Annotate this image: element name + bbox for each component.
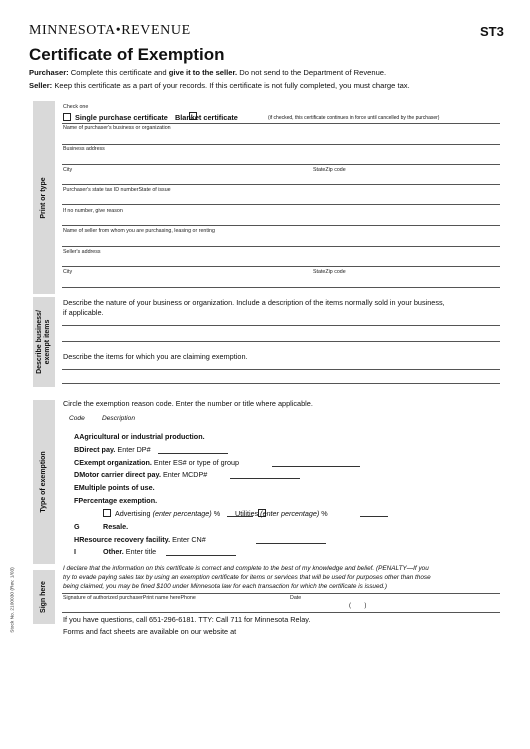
reason-h-label: HResource recovery facility. xyxy=(74,535,171,544)
blanket-label: Blanket certificate xyxy=(175,113,238,122)
sidebar-type-of-exemption xyxy=(33,400,55,564)
reason-i-prompt: Enter title xyxy=(123,547,157,556)
reason-e[interactable] xyxy=(74,483,155,492)
enter-percentage-hint: (enter percentage) xyxy=(152,509,212,518)
reason-h[interactable] xyxy=(74,535,206,544)
reason-a[interactable] xyxy=(74,432,205,441)
percent-sign: % xyxy=(319,509,328,518)
single-purchase-checkbox[interactable] xyxy=(63,113,71,121)
reason-f-label: FPercentage exemption. xyxy=(74,496,158,505)
advertising-option xyxy=(115,509,220,518)
sidebar-label: Print or type xyxy=(40,176,47,219)
no-number-reason-label: If no number, give reason xyxy=(63,208,123,214)
sidebar-print-or-type xyxy=(33,101,55,294)
reason-c-label: CExempt organization. xyxy=(74,458,152,467)
items-description-line[interactable] xyxy=(62,369,500,370)
utilities-percent-field[interactable] xyxy=(360,516,388,517)
reason-i-desc xyxy=(103,547,156,556)
agency-name: MINNESOTA•REVENUE xyxy=(29,23,191,38)
forms-text: Forms and fact sheets are available on our website at xyxy=(63,627,237,636)
reason-g[interactable] xyxy=(74,522,80,531)
reason-d-label: DMotor carrier direct pay. xyxy=(74,470,161,479)
declaration-line-3: being claimed, you may be fined $100 under Minnesota law for each transaction for which the certificate is issued.) xyxy=(63,583,387,590)
city-state-zip-field[interactable] xyxy=(62,184,500,185)
seller-city-state-zip-field[interactable] xyxy=(62,287,500,288)
sidebar-label: Describe business/ exempt items xyxy=(36,310,51,374)
divider xyxy=(62,123,500,124)
seller-name-field[interactable] xyxy=(62,246,500,247)
es-number-field[interactable] xyxy=(272,466,360,467)
tax-id-label: Purchaser's state tax ID numberState of issue xyxy=(63,187,171,193)
describe-business-text-2: if applicable. xyxy=(63,308,104,317)
city-label: City xyxy=(63,167,73,173)
reason-c[interactable] xyxy=(74,458,239,467)
describe-business-text: Describe the nature of your business or organization. Include a description of the items normally sold in your business, xyxy=(63,298,445,307)
enter-percentage-hint: (enter percentage) xyxy=(260,509,320,518)
mcdp-number-field[interactable] xyxy=(230,478,300,479)
reason-b-prompt: Enter DP# xyxy=(115,445,151,454)
business-address-field[interactable] xyxy=(62,164,500,165)
signature-field[interactable] xyxy=(62,612,500,613)
date-label: Date xyxy=(290,595,302,601)
seller-instruction xyxy=(29,81,410,90)
tax-id-field[interactable] xyxy=(62,204,500,205)
purchaser-text-b: Do not send to the Department of Revenue. xyxy=(237,68,387,77)
state-zip-label: StateZip code xyxy=(313,269,346,275)
signature-label: Signature of authorized purchaserPrint name herePhone xyxy=(63,595,196,601)
purchaser-instruction xyxy=(29,68,386,77)
items-description-line[interactable] xyxy=(62,383,500,384)
seller-address-label: Seller's address xyxy=(63,249,101,255)
cn-number-field[interactable] xyxy=(256,543,326,544)
purchaser-text-a: Complete this certificate and xyxy=(68,68,169,77)
sidebar-label: Sign here xyxy=(40,581,47,613)
sidebar-sign-here xyxy=(33,570,55,624)
reason-d[interactable] xyxy=(74,470,207,479)
stock-number-wrap xyxy=(7,567,19,633)
other-title-field[interactable] xyxy=(166,555,236,556)
business-description-line[interactable] xyxy=(62,325,500,326)
purchaser-label: Purchaser: xyxy=(29,68,69,77)
reason-i-label: Other. xyxy=(103,547,124,556)
reason-g-label: Resale. xyxy=(103,522,129,531)
advertising-checkbox[interactable] xyxy=(103,509,111,517)
reason-a-label: AAgricultural or industrial production. xyxy=(74,432,205,441)
reason-f[interactable] xyxy=(74,496,157,505)
reason-b-label: BDirect pay. xyxy=(74,445,116,454)
reason-i[interactable] xyxy=(74,547,76,556)
city-label: City xyxy=(63,269,73,275)
utilities-option xyxy=(235,509,328,518)
advertising-label: Advertising xyxy=(115,509,153,518)
declaration-line-2: try to evade paying sales tax by using an exemption certificate for items or services that will be used for purposes other than those xyxy=(63,574,431,581)
code-column-header: Code xyxy=(69,415,85,422)
reason-d-prompt: Enter MCDP# xyxy=(160,470,208,479)
reason-g-code: G xyxy=(74,522,80,531)
blanket-note: (if checked, this certificate continues in force until cancelled by the purchaser) xyxy=(268,115,440,121)
seller-label: Seller: xyxy=(29,81,53,90)
reason-i-code: I xyxy=(74,547,76,556)
percent-sign: % xyxy=(211,509,221,518)
reason-h-prompt: Enter CN# xyxy=(170,535,206,544)
questions-text: If you have questions, call 651-296-6181. TTY: Call 711 for Minnesota Relay. xyxy=(63,615,311,624)
declaration-line-1: I declare that the information on this certificate is correct and complete to the best of my knowledge and belief. (PENALTY—If you xyxy=(63,565,429,572)
no-number-reason-field[interactable] xyxy=(62,225,500,226)
stock-number: Stock No. 2100030 (Rev. 1/03) xyxy=(10,567,16,633)
check-one-label: Check one xyxy=(63,104,89,110)
describe-items-text: Describe the items for which you are claiming exemption. xyxy=(63,352,248,361)
exemption-intro: Circle the exemption reason code. Enter the number or title where applicable. xyxy=(63,399,313,408)
single-purchase-label: Single purchase certificate xyxy=(75,113,168,122)
purchaser-name-label: Name of purchaser's business or organization xyxy=(63,125,171,131)
divider xyxy=(62,593,500,594)
page-title: Certificate of Exemption xyxy=(29,45,225,64)
seller-name-label: Name of seller from whom you are purchasing, leasing or renting xyxy=(63,228,215,234)
form-number: ST3 xyxy=(480,24,504,39)
state-zip-label: StateZip code xyxy=(313,167,346,173)
utilities-label: Utilities xyxy=(235,509,261,518)
reason-c-prompt: Enter ES# or type of group xyxy=(151,458,239,467)
reason-b[interactable] xyxy=(74,445,151,454)
description-column-header: Description xyxy=(102,415,135,422)
sidebar-describe xyxy=(33,297,55,387)
business-address-label: Business address xyxy=(63,146,105,152)
seller-text: Keep this certificate as a part of your records. If this certificate is not fully completed, you must charge tax. xyxy=(52,81,410,90)
dp-number-field[interactable] xyxy=(158,453,228,454)
reason-e-label: EMultiple points of use. xyxy=(74,483,155,492)
reason-g-desc xyxy=(103,522,128,531)
purchaser-bold: give it to the seller. xyxy=(168,68,238,77)
business-description-line[interactable] xyxy=(62,341,500,342)
purchaser-name-field[interactable] xyxy=(62,144,500,145)
seller-address-field[interactable] xyxy=(62,266,500,267)
sidebar-label: Type of exemption xyxy=(40,451,47,513)
phone-area-code: ( ) xyxy=(349,603,367,609)
